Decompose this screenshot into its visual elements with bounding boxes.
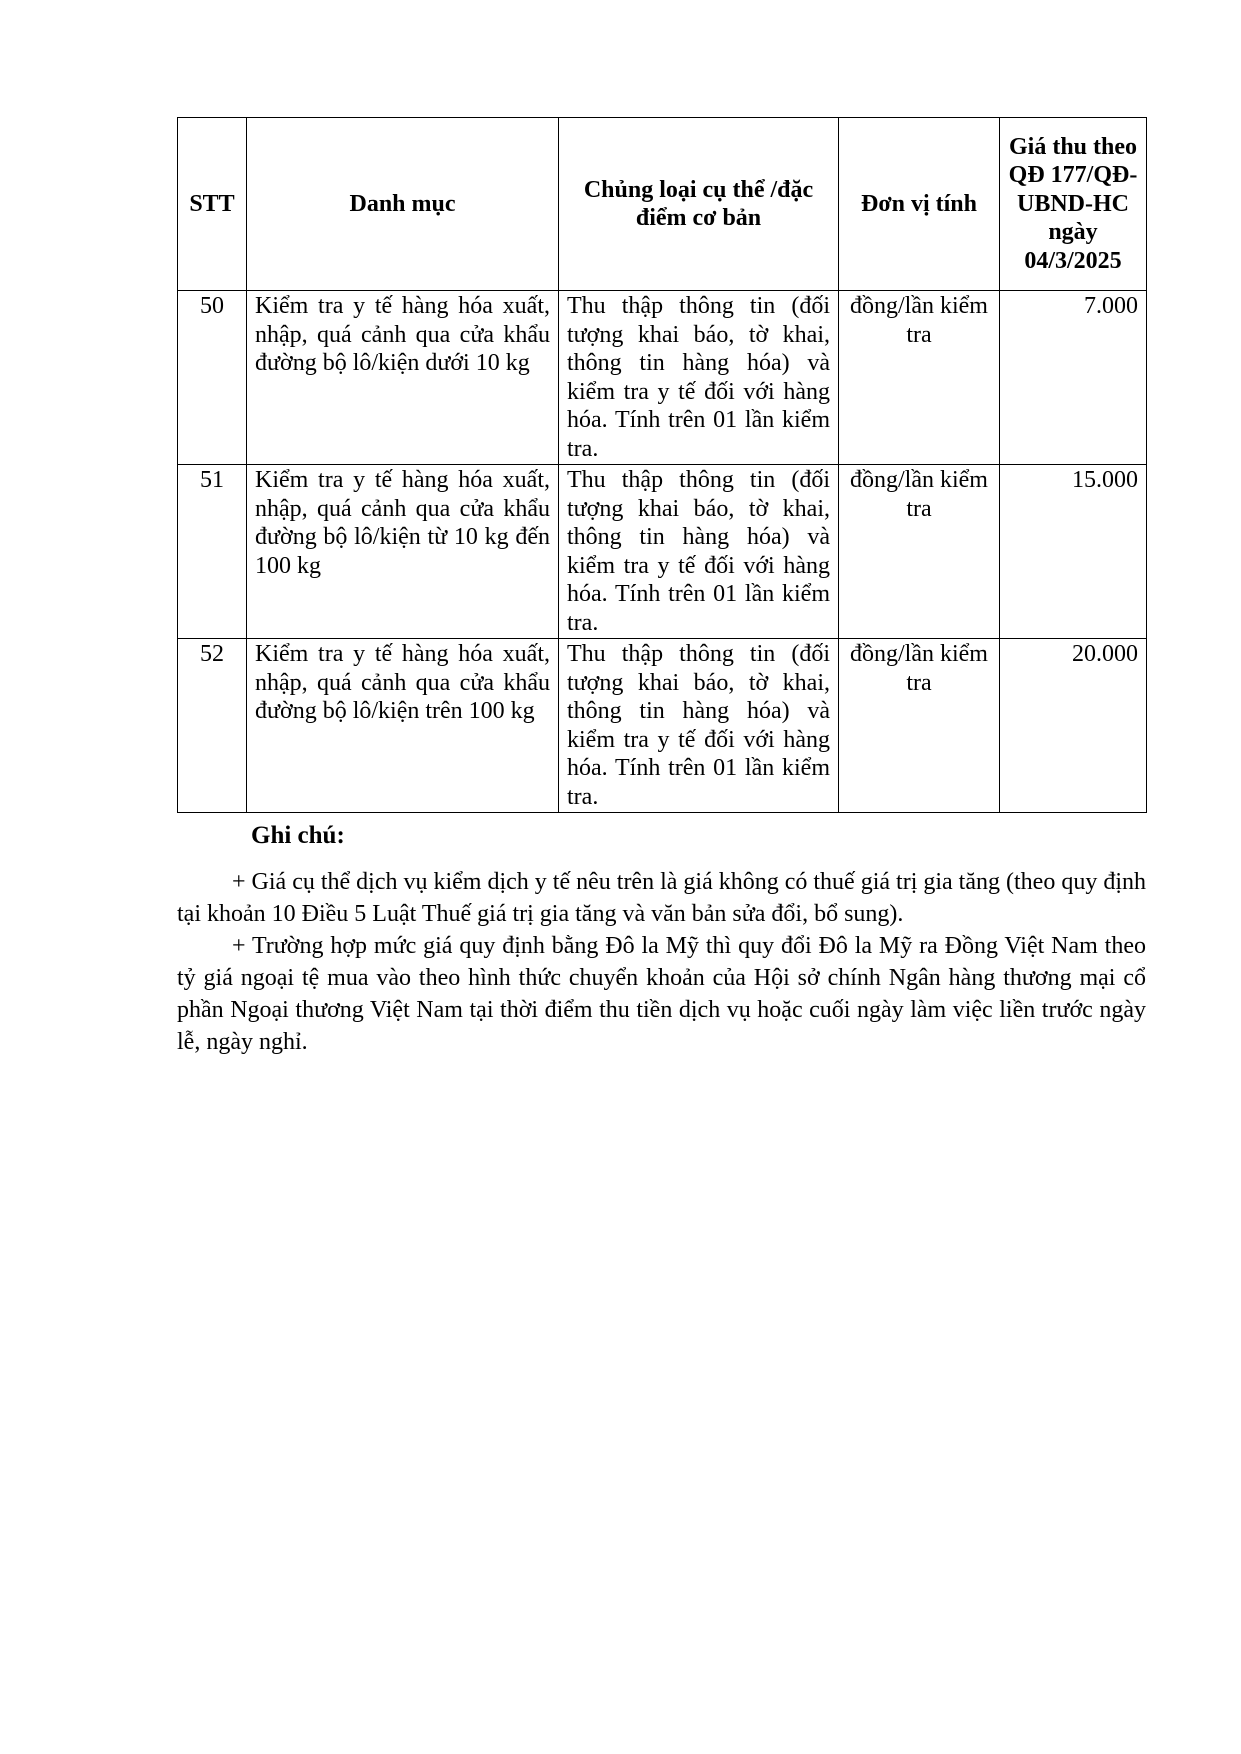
row-spec: Thu thập thông tin (đối tượng khai báo, tờ khai, thông tin hàng hóa) và kiểm tra y tế đối với hàng hóa. Tính trên 01 lần kiểm tra. [559,639,839,813]
row-price: 7.000 [1000,291,1147,465]
header-price: Giá thu theo QĐ 177/QĐ-UBND-HC ngày 04/3/2025 [1000,118,1147,291]
note-item-currency: + Trường hợp mức giá quy định bằng Đô la Mỹ thì quy đổi Đô la Mỹ ra Đồng Việt Nam theo tỷ giá ngoại tệ mua vào theo hình thức chuyển khoản của Hội sở chính Ngân hàng thương mại cổ phần Ngoại thương Việt Nam tại thời điểm thu tiền dịch vụ hoặc cuối ngày làm việc liền trước ngày lễ, ngày nghỉ. [177,933,1146,1055]
table-row [178,639,1147,813]
row-unit: đồng/lần kiểm tra [839,291,1000,465]
row-category: Kiểm tra y tế hàng hóa xuất, nhập, quá cảnh qua cửa khẩu đường bộ lô/kiện trên 100 kg [247,639,559,813]
row-stt: 51 [178,465,247,639]
notes-section [177,820,1146,1058]
fee-table [177,117,1147,813]
row-price: 20.000 [1000,639,1147,813]
row-category: Kiểm tra y tế hàng hóa xuất, nhập, quá cảnh qua cửa khẩu đường bộ lô/kiện từ 10 kg đến 100 kg [247,465,559,639]
row-category: Kiểm tra y tế hàng hóa xuất, nhập, quá cảnh qua cửa khẩu đường bộ lô/kiện dưới 10 kg [247,291,559,465]
header-unit: Đơn vị tính [839,118,1000,291]
header-spec: Chủng loại cụ thể /đặc điểm cơ bản [559,118,839,291]
row-stt: 52 [178,639,247,813]
row-unit: đồng/lần kiểm tra [839,639,1000,813]
row-spec: Thu thập thông tin (đối tượng khai báo, tờ khai, thông tin hàng hóa) và kiểm tra y tế đối với hàng hóa. Tính trên 01 lần kiểm tra. [559,291,839,465]
row-stt: 50 [178,291,247,465]
note-item-vat: + Giá cụ thể dịch vụ kiểm dịch y tế nêu trên là giá không có thuế giá trị gia tăng (theo quy định tại khoản 10 Điều 5 Luật Thuế giá trị gia tăng và văn bản sửa đổi, bổ sung). [177,869,1146,927]
header-category: Danh mục [247,118,559,291]
table-header-row [178,118,1147,291]
row-price: 15.000 [1000,465,1147,639]
table-row [178,465,1147,639]
row-unit: đồng/lần kiểm tra [839,465,1000,639]
table-row [178,291,1147,465]
row-spec: Thu thập thông tin (đối tượng khai báo, tờ khai, thông tin hàng hóa) và kiểm tra y tế đối với hàng hóa. Tính trên 01 lần kiểm tra. [559,465,839,639]
header-stt: STT [178,118,247,291]
notes-title: Ghi chú: [251,822,345,849]
